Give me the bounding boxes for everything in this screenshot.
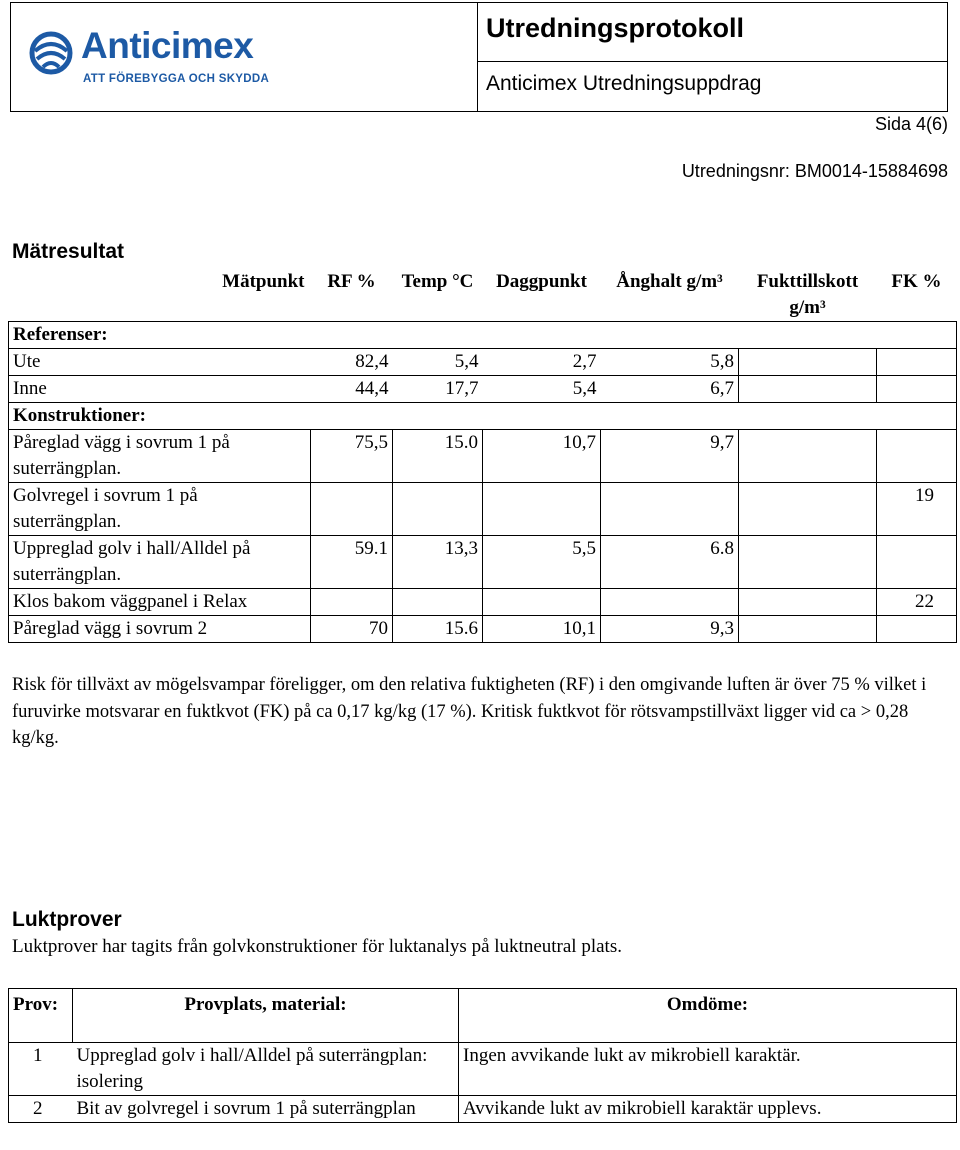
logo-wordmark: Anticimex xyxy=(81,25,254,66)
col-fk: FK % xyxy=(891,271,942,292)
cell-temp: 15.0 xyxy=(393,430,483,483)
section-row-references xyxy=(9,322,957,349)
col-daggpunkt: Daggpunkt xyxy=(496,271,587,292)
measurement-table xyxy=(8,266,957,643)
cell-fk xyxy=(877,616,957,643)
cell-added xyxy=(739,349,877,376)
table-row xyxy=(9,536,957,589)
anticimex-logo-icon xyxy=(27,31,75,75)
cell-temp xyxy=(393,589,483,616)
cell-vapor: 6,7 xyxy=(601,376,739,403)
document-header xyxy=(10,2,948,112)
logo-tagline: ATT FÖREBYGGA OCH SKYDDA xyxy=(83,73,270,85)
cell-dew: 5,5 xyxy=(483,536,601,589)
logo-box xyxy=(10,2,478,112)
cell-dew: 2,7 xyxy=(483,349,601,376)
cell-point: Påreglad vägg i sovrum 2 xyxy=(9,616,311,643)
cell-fk: 22 xyxy=(877,589,957,616)
cell-rf xyxy=(311,589,393,616)
cell-point: Påreglad vägg i sovrum 1 på suterrängplan. xyxy=(9,430,311,483)
cell-added xyxy=(739,430,877,483)
cell-vapor: 6.8 xyxy=(601,536,739,589)
cell-rf: 59.1 xyxy=(311,536,393,589)
section-row-constructions xyxy=(9,403,957,430)
cell-temp: 13,3 xyxy=(393,536,483,589)
col-temp: Temp °C xyxy=(401,271,474,292)
cell-temp: 15.6 xyxy=(393,616,483,643)
col-provplats: Provplats, material: xyxy=(73,989,459,1043)
cell-point: Ute xyxy=(9,349,311,376)
table-row xyxy=(9,616,957,643)
cell-fk: 19 xyxy=(877,483,957,536)
col-fukttillskott: Fukttillskott g/m³ xyxy=(756,271,859,318)
cell-rf: 82,4 xyxy=(311,349,393,376)
table-row xyxy=(9,430,957,483)
measurements-heading: Mätresultat xyxy=(12,240,125,263)
cell-added xyxy=(739,616,877,643)
measurement-header-row xyxy=(9,266,957,322)
cell-vapor xyxy=(601,589,739,616)
smell-heading: Luktprover xyxy=(12,908,122,931)
cell-dew: 10,1 xyxy=(483,616,601,643)
cell-place: Bit av golvregel i sovrum 1 på suterrängplan xyxy=(73,1096,459,1123)
cell-rf: 44,4 xyxy=(311,376,393,403)
cell-vapor: 5,8 xyxy=(601,349,739,376)
cell-point: Uppreglad golv i hall/Alldel på suterrängplan. xyxy=(9,536,311,589)
cell-verdict: Ingen avvikande lukt av mikrobiell karaktär. xyxy=(459,1043,957,1096)
cell-added xyxy=(739,589,877,616)
cell-dew: 10,7 xyxy=(483,430,601,483)
cell-fk xyxy=(877,376,957,403)
cell-temp: 5,4 xyxy=(393,349,483,376)
cell-rf: 75,5 xyxy=(311,430,393,483)
col-omdome: Omdöme: xyxy=(459,989,957,1043)
cell-no: 1 xyxy=(9,1043,73,1096)
smell-table xyxy=(8,988,957,1123)
cell-point: Klos bakom väggpanel i Relax xyxy=(9,589,311,616)
col-prov: Prov: xyxy=(9,989,73,1043)
table-row xyxy=(9,376,957,403)
case-number: Utredningsnr: BM0014-15884698 xyxy=(681,161,948,181)
smell-header-row xyxy=(9,989,957,1043)
cell-point: Golvregel i sovrum 1 på suterrängplan. xyxy=(9,483,311,536)
cell-temp: 17,7 xyxy=(393,376,483,403)
section-label: Konstruktioner: xyxy=(9,403,957,430)
cell-added xyxy=(739,483,877,536)
document-title: Utredningsprotokoll xyxy=(486,13,744,43)
table-row xyxy=(9,1043,957,1096)
col-matpunkt: Mätpunkt xyxy=(222,271,305,292)
title-box xyxy=(478,2,948,62)
cell-fk xyxy=(877,430,957,483)
cell-place: Uppreglad golv i hall/Alldel på suterrängplan: isolering xyxy=(73,1043,459,1096)
cell-verdict: Avvikande lukt av mikrobiell karaktär upplevs. xyxy=(459,1096,957,1123)
cell-rf: 70 xyxy=(311,616,393,643)
cell-added xyxy=(739,536,877,589)
col-anghalt: Ånghalt g/m³ xyxy=(616,271,723,292)
cell-rf xyxy=(311,483,393,536)
document-subtitle: Anticimex Utredningsuppdrag xyxy=(486,72,762,95)
cell-point: Inne xyxy=(9,376,311,403)
cell-dew xyxy=(483,589,601,616)
cell-dew xyxy=(483,483,601,536)
page-number: Sida 4(6) xyxy=(874,114,948,134)
table-row xyxy=(9,349,957,376)
table-row xyxy=(9,483,957,536)
cell-vapor xyxy=(601,483,739,536)
smell-intro: Luktprover har tagits från golvkonstruktioner för luktanalys på luktneutral plats. xyxy=(12,936,622,957)
mold-risk-note: Risk för tillväxt av mögelsvampar föreligger, om den relativa fuktigheten (RF) i den omgivande luften är över 75 % vilket i furuvirke motsvarar en fuktkvot (FK) på ca 0,17 kg/kg (17 %). Kritisk fuktkvot för rötsvampstillväxt ligger vid ca > 0,28 kg/kg. xyxy=(12,675,927,748)
subtitle-box xyxy=(478,62,948,112)
cell-vapor: 9,3 xyxy=(601,616,739,643)
section-label: Referenser: xyxy=(9,322,957,349)
cell-temp xyxy=(393,483,483,536)
cell-fk xyxy=(877,536,957,589)
cell-added xyxy=(739,376,877,403)
col-rf: RF % xyxy=(327,271,376,292)
table-row xyxy=(9,1096,957,1123)
cell-vapor: 9,7 xyxy=(601,430,739,483)
cell-fk xyxy=(877,349,957,376)
cell-no: 2 xyxy=(9,1096,73,1123)
table-row xyxy=(9,589,957,616)
cell-dew: 5,4 xyxy=(483,376,601,403)
